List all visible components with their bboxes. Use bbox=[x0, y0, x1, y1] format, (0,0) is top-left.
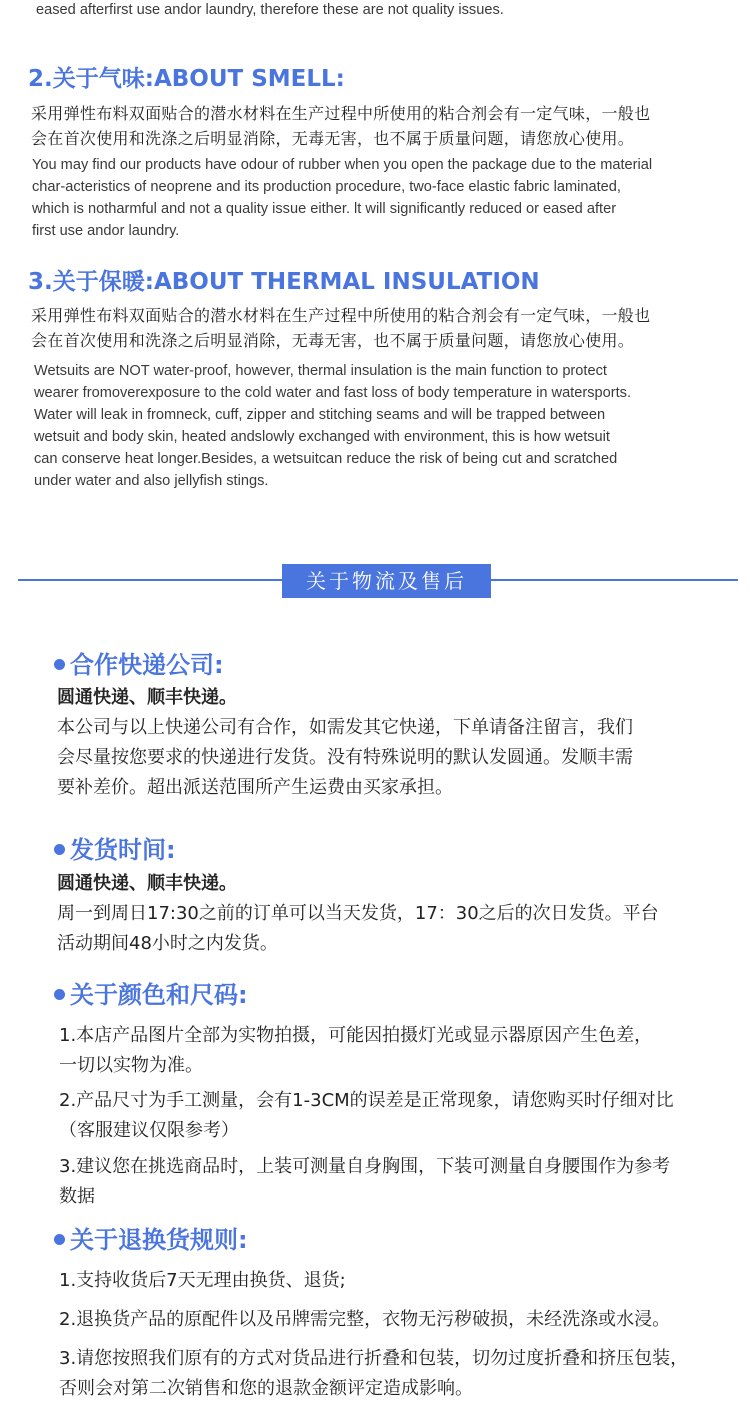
divider-label: 关于物流及售后 bbox=[282, 564, 491, 598]
thermal-en-line-2: wearer fromoverexposure to the cold water and fast loss of body temperature in watersports. bbox=[34, 385, 632, 401]
top-fragment-text: eased afterfirst use andor laundry, therefore these are not quality issues. bbox=[36, 2, 504, 18]
smell-cn-line-2: 会在首次使用和洗涤之后明显消除，无毒无害，也不属于质量问题，请您放心使用。 bbox=[31, 129, 635, 148]
thermal-cn-line-1: 采用弹性布料双面贴合的潜水材料在生产过程中所使用的粘合剂会有一定气味，一般也 bbox=[31, 306, 651, 325]
smell-en-line-3: which is notharmful and not a quality issue either. lt will significantly reduced or eased after bbox=[32, 201, 617, 217]
express-line-3: 要补差价。超出派送范围所产生运费由买家承担。 bbox=[57, 777, 453, 798]
color-size-heading bbox=[54, 979, 248, 1011]
returns-line-4: 否则会对第二次销售和您的退款金额评定造成影响。 bbox=[59, 1378, 473, 1399]
returns-line-3: 3.请您按照我们原有的方式对货品进行折叠和包装，切勿过度折叠和挤压包装， bbox=[59, 1348, 689, 1369]
section-title-smell: 2.关于气味:ABOUT SMELL: bbox=[28, 66, 345, 92]
color-size-line-5: 3.建议您在挑选商品时，上装可测量自身胸围，下装可测量自身腰围作为参考 bbox=[59, 1156, 671, 1177]
color-size-line-3: 2.产品尺寸为手工测量，会有1-3CM的误差是正常现象，请您购买时仔细对比 bbox=[59, 1090, 674, 1111]
smell-en-line-1: You may find our products have odour of rubber when you open the package due to the material bbox=[32, 157, 653, 173]
thermal-en-line-1: Wetsuits are NOT water-proof, however, thermal insulation is the main function to protect bbox=[34, 363, 607, 379]
divider-line-left bbox=[18, 579, 282, 581]
smell-cn-line-1: 采用弹性布料双面贴合的潜水材料在生产过程中所使用的粘合剂会有一定气味，一般也 bbox=[31, 104, 651, 123]
returns-heading-text: 关于退换货规则: bbox=[70, 1226, 248, 1254]
color-size-line-1: 1.本店产品图片全部为实物拍摄，可能因拍摄灯光或显示器原因产生色差， bbox=[59, 1025, 653, 1046]
bullet-dot-icon bbox=[54, 1234, 65, 1245]
shipping-line-2: 活动期间48小时之内发货。 bbox=[57, 933, 278, 954]
shipping-heading bbox=[54, 834, 176, 866]
smell-en-line-4: first use andor laundry. bbox=[32, 223, 180, 239]
bullet-dot-icon bbox=[54, 659, 65, 670]
express-line-1: 本公司与以上快递公司有合作，如需发其它快递，下单请备注留言，我们 bbox=[57, 717, 633, 738]
shipping-lead: 圆通快递、顺丰快递。 bbox=[57, 873, 237, 894]
express-line-2: 会尽量按您要求的快递进行发货。没有特殊说明的默认发圆通。发顺丰需 bbox=[57, 747, 633, 768]
express-heading-text: 合作快递公司: bbox=[70, 651, 224, 679]
thermal-en-line-3: Water will leak in fromneck, cuff, zipper and stitching seams and will be trapped between bbox=[34, 407, 606, 423]
returns-line-1: 1.支持收货后7天无理由换货、退货; bbox=[59, 1270, 346, 1291]
returns-line-2: 2.退换货产品的原配件以及吊牌需完整，衣物无污秽破损，未经洗涤或水浸。 bbox=[59, 1309, 671, 1330]
color-size-heading-text: 关于颜色和尺码: bbox=[70, 981, 248, 1009]
section-title-thermal: 3.关于保暖:ABOUT THERMAL INSULATION bbox=[28, 269, 540, 295]
shipping-line-1: 周一到周日17:30之前的订单可以当天发货，17：30之后的次日发货。平台 bbox=[57, 903, 659, 924]
thermal-en-line-4: wetsuit and body skin, heated andslowly exchanged with environment, this is how wetsuit bbox=[34, 429, 610, 445]
smell-en-line-2: char-acteristics of neoprene and its production procedure, two-face elastic fabric laminated, bbox=[32, 179, 621, 195]
color-size-line-6: 数据 bbox=[59, 1186, 95, 1207]
express-heading bbox=[54, 649, 224, 681]
thermal-en-line-5: can conserve heat longer.Besides, a wetsuitcan reduce the risk of being cut and scratched bbox=[34, 451, 618, 467]
thermal-en-line-6: under water and also jellyfish stings. bbox=[34, 473, 269, 489]
divider-line-right bbox=[491, 579, 738, 581]
bullet-dot-icon bbox=[54, 989, 65, 1000]
bullet-dot-icon bbox=[54, 844, 65, 855]
color-size-line-4: （客服建议仅限参考） bbox=[59, 1120, 239, 1141]
returns-heading bbox=[54, 1224, 248, 1256]
color-size-line-2: 一切以实物为准。 bbox=[59, 1055, 203, 1076]
shipping-heading-text: 发货时间: bbox=[70, 836, 176, 864]
express-lead: 圆通快递、顺丰快递。 bbox=[57, 687, 237, 708]
thermal-cn-line-2: 会在首次使用和洗涤之后明显消除，无毒无害，也不属于质量问题，请您放心使用。 bbox=[31, 331, 635, 350]
